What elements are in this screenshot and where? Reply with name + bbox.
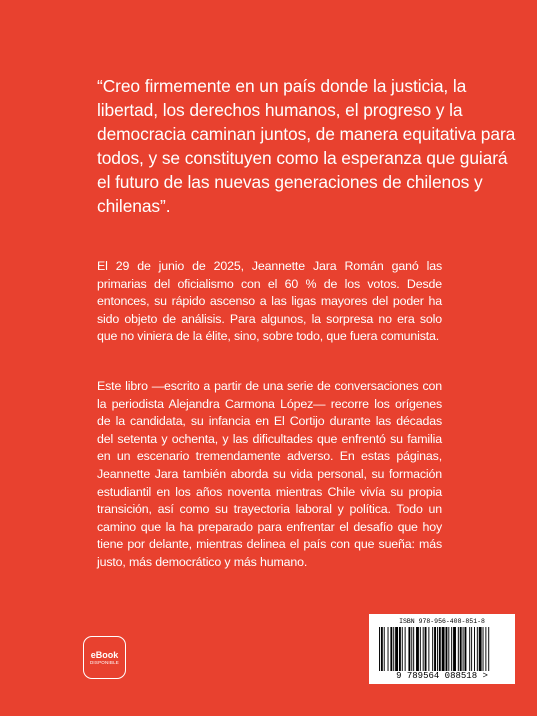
barcode-digits: 9 789564 088518 > [396, 671, 488, 681]
ebook-badge-title: eBook [90, 649, 119, 660]
synopsis-paragraph-1: El 29 de junio de 2025, Jeannette Jara Román ganó las primarias del oficialismo con el 60 % de los votos. Desde entonces, su rápido ascenso a las ligas mayores del poder ha sido objeto de análisis. Para algunos, la sorpresa no era solo que no viniera de la élite, sino, sobre todo, que fuera comunista. [97, 259, 442, 344]
synopsis-paragraph-2: Este libro —escrito a partir de una serie de conversaciones con la periodista Alejandra Carmona López— recorre los orígenes de la candidata, su infancia en El Cortijo durante las décadas del setenta y ochenta, y las dificultades que enfrentó su familia en un escenario tremendamente adverso. En estas páginas, Jeannette Jara también aborda su vida personal, su formación estudiantil en los años noventa mientras Chile vivía su propia transición, así como su trayectoria laboral y política. Todo un camino que la ha preparado para enfrentar el desafío que hoy tiene por delante, mientras delinea el país con que sueña: más justo, más democrático y más humano. [97, 379, 442, 569]
ebook-badge [83, 636, 126, 679]
barcode-box [369, 614, 515, 684]
ebook-badge-subtitle: DISPONIBLE [89, 659, 119, 665]
isbn-text: ISBN 978-956-408-851-8 [399, 618, 485, 625]
quote-text: “Creo firmemente en un país donde la justicia, la libertad, los derechos humanos, el progreso y la democracia caminan juntos, de manera equitativa para todos, y se constituyen como la esperanza que guiará el futuro de las nuevas generaciones de chilenos y chilenas”. [97, 76, 516, 216]
barcode-icon [379, 627, 505, 671]
